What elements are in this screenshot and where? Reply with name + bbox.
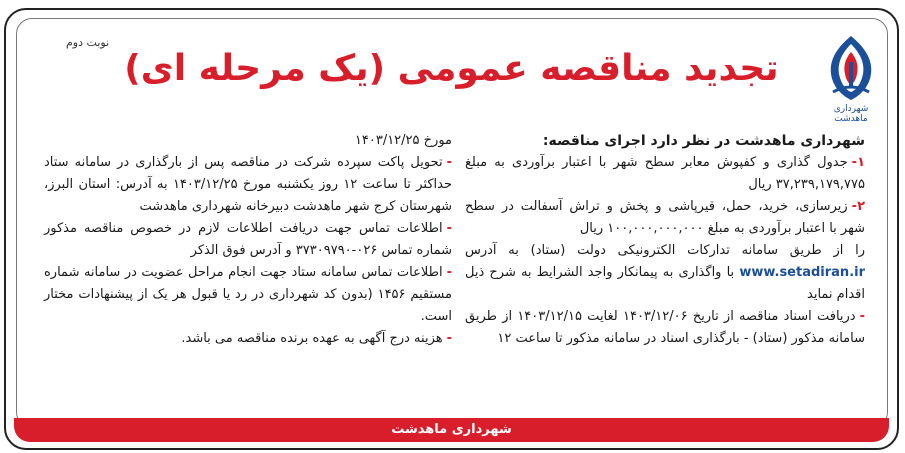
contact-bullet (44, 218, 452, 262)
item-1-number: ۱- (851, 155, 865, 170)
setad-text-b: با واگذاری به پیمانکار واجد الشرایط به شرح ذیل اقدام نماید (465, 265, 865, 302)
setad-contact-bullet (44, 262, 452, 328)
cost-bullet (44, 328, 452, 350)
cost-text: هزینه درج آگهی به عهده برنده مناقصه می باشد. (181, 331, 443, 346)
ad-frame (4, 8, 899, 450)
setad-paragraph (465, 240, 865, 306)
setad-contact-text: اطلاعات تماس سامانه ستاد جهت انجام مراحل عضویت در سامانه شماره مستقیم ۱۴۵۶ (بدون کد شهرداری در رد یا قبول هر یک از پیشنهادات مختار است. (44, 265, 452, 324)
bullet-dash: - (446, 331, 452, 346)
contact-text: اطلاعات تماس جهت دریافت اطلاعات لازم در خصوص مناقصه مذکور شماره تماس ۰۲۶-۳۷۳۰۹۷۹۰ و آدرس فوق الذکر (44, 221, 452, 258)
right-column (465, 130, 865, 350)
item-2-text: زیرسازی، خرید، حمل، قیرپاشی و پخش و تراش آسفالت در سطح شهر با اعتبار برآوردی به مبلغ ۱۰۰,۰۰۰,۰۰۰,۰۰۰ ریال (465, 199, 865, 236)
item-1-text: جدول گذاری و کفپوش معابر سطح شهر با اعتبار برآوردی به مبلغ ۳۷,۲۳۹,۱۷۹,۷۷۵ ریال (465, 155, 865, 192)
page-title: تجدید مناقصه عمومی (یک مرحله ای) (124, 48, 779, 89)
bullet-dash: - (446, 221, 452, 236)
tender-item-1 (465, 152, 865, 196)
bullet-dash: - (446, 155, 452, 170)
footer-bar: شهرداری ماهدشت (14, 418, 889, 442)
logo-caption: شهرداری ماهدشت (833, 104, 869, 124)
bullet-dash: - (446, 265, 452, 280)
publication-round-badge: نوبت دوم (66, 36, 110, 49)
setad-link[interactable]: www.setadiran.ir (739, 265, 865, 280)
documents-text: دریافت اسناد مناقصه از تاریخ ۱۴۰۳/۱۲/۰۶ لغایت ۱۴۰۳/۱۲/۱۵ از طریق سامانه مذکور (ستاد) - بارگذاری اسناد در سامانه مذکور تا ساعت ۱۲ (465, 309, 865, 346)
left-column (44, 130, 452, 350)
date-line: مورخ ۱۴۰۳/۱۲/۲۵ (354, 133, 452, 148)
delivery-text: تحویل پاکت سپرده شرکت در مناقصه پس از بارگذاری در سامانه ستاد حداکثر تا ساعت ۱۲ روز یکشنبه مورخ ۱۴۰۳/۱۲/۲۵ به آدرس: استان البرز، شهرستان کرج شهر ماهدشت دبیرخانه شهرداری ماهدشت (44, 155, 453, 214)
documents-bullet (465, 306, 865, 350)
bullet-dash: - (859, 309, 866, 324)
setad-text-a: را از طریق سامانه تدارکات الکترونیکی دولت (ستاد) به آدرس (465, 243, 865, 258)
delivery-bullet (44, 152, 452, 218)
tender-item-2 (465, 196, 865, 240)
tender-heading: شهرداری ماهدشت در نظر دارد اجرای مناقصه: (542, 133, 865, 149)
item-2-number: ۲- (851, 199, 865, 214)
